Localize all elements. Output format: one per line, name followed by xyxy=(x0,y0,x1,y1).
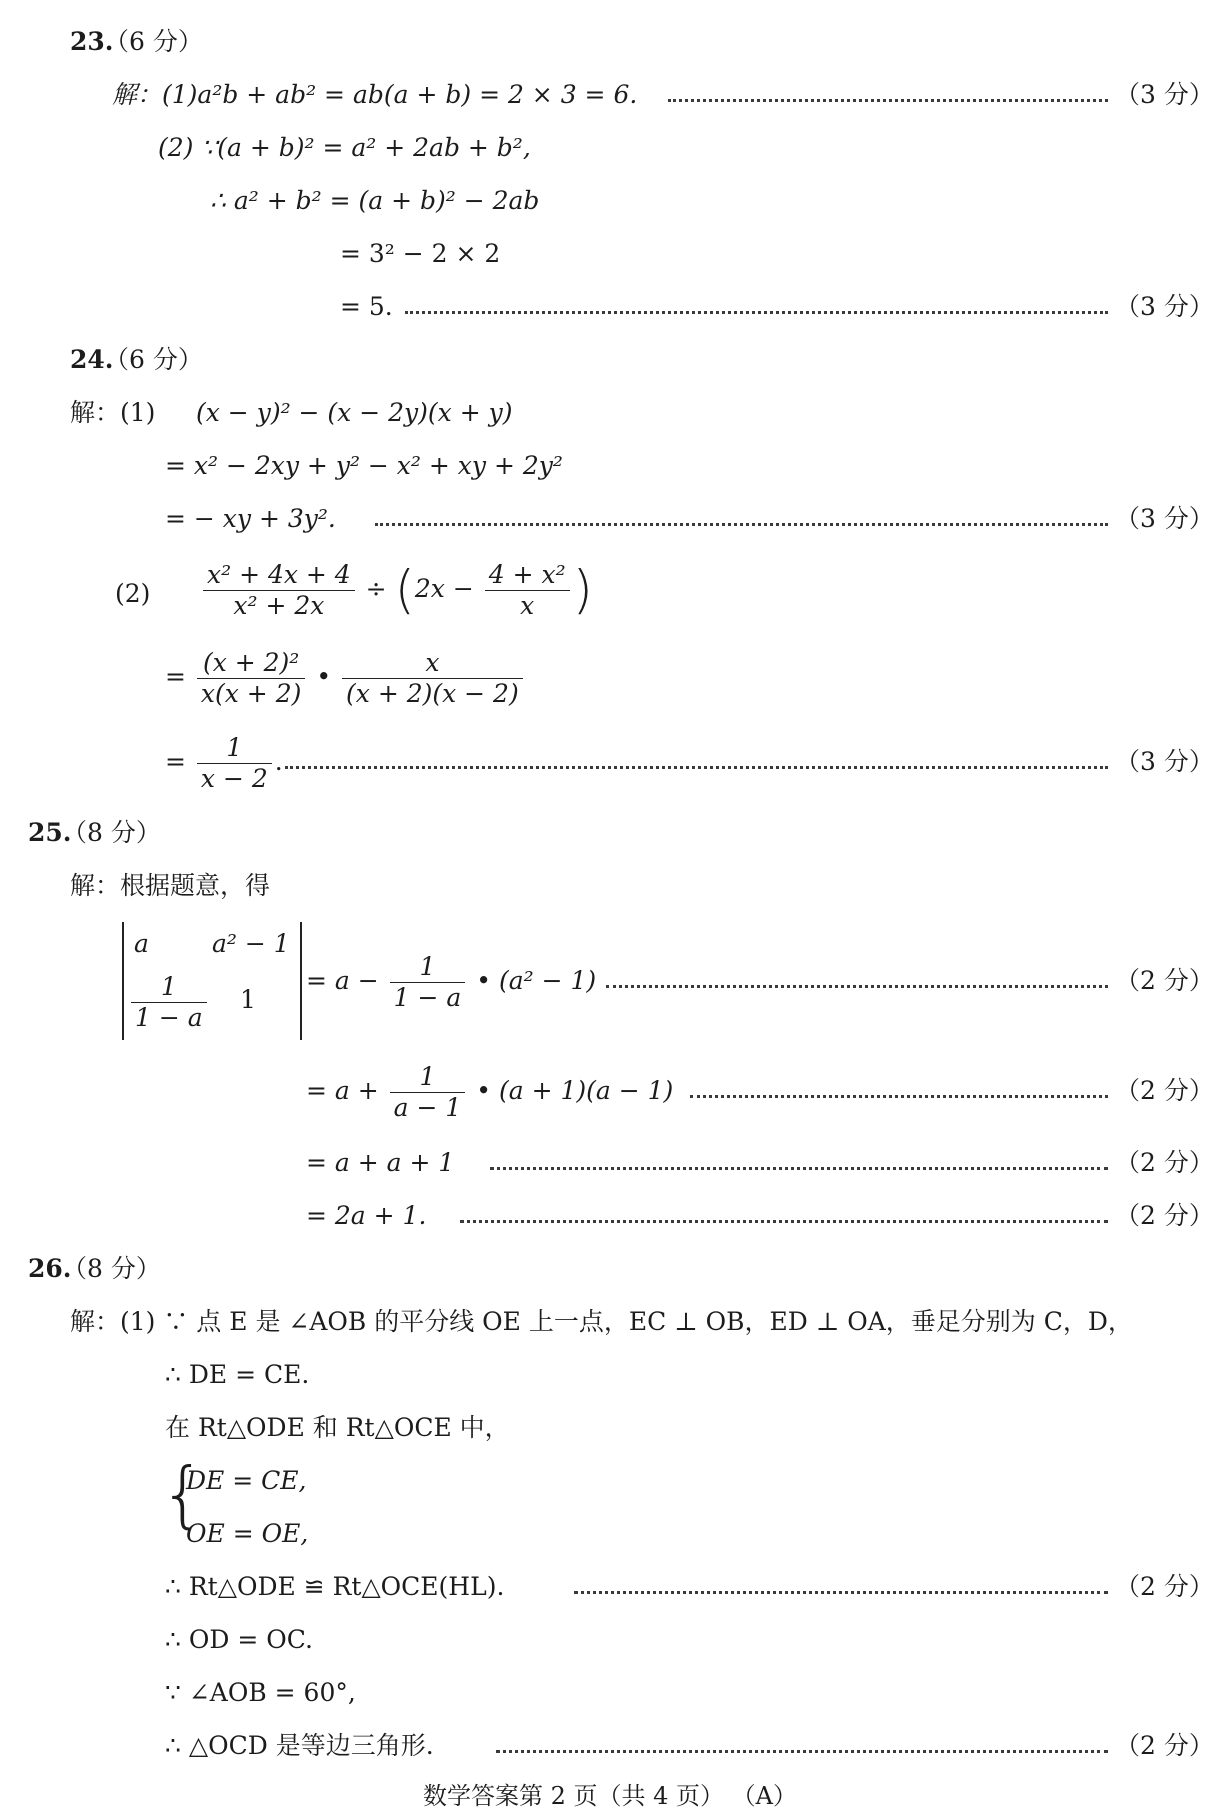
q25-step-3: = a + a + 1 （2 分） xyxy=(0,1143,1220,1183)
q24-header xyxy=(0,340,1220,380)
q24-step: = − xy + 3y². xyxy=(165,504,336,533)
q26-step: 解：(1) ∵ 点 E 是 ∠AOB 的平分线 OE 上一点，EC ⊥ OB，ED ⊥ OA，垂足分别为 C，D， xyxy=(70,1307,1133,1336)
q23-step: = 5. xyxy=(340,292,393,321)
q24-number: 24. xyxy=(70,345,114,374)
page-footer xyxy=(0,1776,1220,1816)
q24-points-2: （3 分） xyxy=(1115,747,1214,776)
q23-step: (2) ∵(a + b)² = a² + 2ab + b², xyxy=(158,133,531,162)
q24-part2-step-1: = $\frac{\text{(x + 2)²}}{x(x + 2)}$ • $\frac{x}{(x + 2)(x - 2)}$ xyxy=(165,648,526,709)
q25-step-1: = a − $\frac{1}{1 - a}$ • (a² − 1) xyxy=(306,952,597,1012)
q25-header xyxy=(0,813,1220,853)
q23-header xyxy=(0,22,1220,62)
fraction: $\frac{1}{x - 2}$ xyxy=(197,733,272,794)
q25-intro xyxy=(0,866,1220,906)
q25-points-row-2 xyxy=(0,1071,1220,1111)
score-leader-dots xyxy=(690,1095,1108,1098)
q23-line-2 xyxy=(0,128,1220,168)
fraction: $\frac{\text{(x + 2)²}}{x(x + 2)}$ xyxy=(197,648,305,709)
q25-intro-text: 解：根据题意，得 xyxy=(70,871,271,900)
left-brace-icon: { xyxy=(160,1452,206,1536)
footer-text: 数学答案第 2 页（共 4 页） （A） xyxy=(422,1782,797,1810)
q25-points-4: （2 分） xyxy=(1115,1201,1214,1230)
det-d: 1 xyxy=(240,985,256,1014)
q23-points-2: （3 分） xyxy=(1115,292,1214,321)
q25-step-4: = 2a + 1. （2 分） xyxy=(0,1196,1220,1236)
q24-points-row xyxy=(0,742,1220,782)
q26-line-6 xyxy=(0,1673,1220,1713)
q26-header xyxy=(0,1249,1220,1289)
q26-step: ∴ Rt△ODE ≌ Rt△OCE(HL). xyxy=(165,1572,505,1601)
q26-step: ∴ DE = CE. xyxy=(165,1360,310,1389)
right-paren: ) xyxy=(572,560,593,621)
score-leader-dots xyxy=(668,99,1108,102)
q26-score: （8 分） xyxy=(62,1254,161,1283)
q24-points-1: （3 分） xyxy=(1115,504,1214,533)
q23-line-1 xyxy=(0,75,1220,115)
q24-part2-label: (2) xyxy=(115,579,151,608)
q26-line-3 xyxy=(0,1408,1220,1448)
score-leader-dots xyxy=(574,1591,1108,1594)
q23-step: = 3² − 2 × 2 xyxy=(340,239,501,268)
q24-part1-label: 解：(1) xyxy=(70,398,156,427)
score-leader-dots xyxy=(496,1750,1108,1753)
q24-part2-expression: $\frac{\text{x² + 4x + 4}}{\text{x² + 2x}}$ ÷ (2x − $\frac{\text{4 + x²}}{x}$ ) xyxy=(200,560,593,621)
q25-points-2: （2 分） xyxy=(1115,1076,1214,1105)
q24-part1-expression: (x − y)² − (x − 2y)(x + y) xyxy=(196,398,513,427)
q26-step: ∴ △OCD 是等边三角形. xyxy=(165,1731,434,1760)
q26-step: ∴ OD = OC. xyxy=(165,1625,313,1654)
q26-system-line-2: OE = OE, xyxy=(186,1519,309,1548)
q25-points-3: （2 分） xyxy=(1115,1148,1214,1177)
q26-number: 26. xyxy=(28,1254,72,1283)
score-leader-dots xyxy=(460,1220,1108,1223)
q24-line-1 xyxy=(0,393,1220,433)
fraction: $\frac{1}{1 - a}$ xyxy=(131,972,207,1033)
q26-line-2 xyxy=(0,1355,1220,1395)
q24-line-2 xyxy=(0,446,1220,486)
q25-points-1: （2 分） xyxy=(1115,966,1214,995)
q24-line-3 xyxy=(0,499,1220,539)
q26-step: 在 Rt△ODE 和 Rt△OCE 中， xyxy=(165,1413,510,1442)
q26-line-7 xyxy=(0,1726,1220,1766)
q25-number: 25. xyxy=(28,818,72,847)
q26-system-line-1: DE = CE, xyxy=(186,1466,307,1495)
q23-step: ∴ a² + b² = (a + b)² − 2ab xyxy=(210,186,540,215)
fraction: $\frac{1}{1 - a}$ xyxy=(390,952,466,1013)
q24-score: （6 分） xyxy=(104,345,203,374)
q23-score: （6 分） xyxy=(104,27,203,56)
score-leader-dots xyxy=(375,523,1108,526)
q24-part2-step-2: = $\frac{1}{x - 2}$ . xyxy=(165,733,283,793)
score-leader-dots xyxy=(606,985,1108,988)
q23-line-3 xyxy=(0,181,1220,221)
left-paren: ( xyxy=(394,560,415,621)
q25-points-row-1 xyxy=(0,961,1220,1001)
q26-points-2: （2 分） xyxy=(1115,1731,1214,1760)
fraction: $\frac{x}{(x + 2)(x - 2)}$ xyxy=(342,648,523,709)
q23-line-5 xyxy=(0,287,1220,327)
q26-step: ∵ ∠AOB = 60°, xyxy=(165,1678,356,1707)
q26-line-4 xyxy=(0,1567,1220,1607)
q26-line-5 xyxy=(0,1620,1220,1660)
q24-step: = x² − 2xy + y² − x² + xy + 2y² xyxy=(165,451,563,480)
q23-number: 23. xyxy=(70,27,114,56)
fraction: $\frac{\text{x² + 4x + 4}}{\text{x² + 2x}}$ xyxy=(203,560,355,621)
fraction: $\frac{\text{4 + x²}}{x}$ xyxy=(485,560,570,621)
q23-step: 解：(1)a²b + ab² = ab(a + b) = 2 × 3 = 6. xyxy=(112,80,638,109)
fraction: $\frac{1}{a - 1}$ xyxy=(390,1062,466,1123)
q25-score: （8 分） xyxy=(62,818,161,847)
score-leader-dots xyxy=(285,766,1108,769)
det-a: a xyxy=(134,929,149,958)
score-leader-dots xyxy=(405,311,1108,314)
q26-line-1 xyxy=(0,1302,1220,1342)
score-leader-dots xyxy=(490,1167,1108,1170)
q26-points-1: （2 分） xyxy=(1115,1572,1214,1601)
q23-points-1: （3 分） xyxy=(1115,80,1214,109)
q23-line-4 xyxy=(0,234,1220,274)
det-b: a² − 1 xyxy=(212,929,290,958)
q25-step-2: = a + $\frac{1}{a - 1}$ • (a + 1)(a − 1) xyxy=(306,1062,674,1122)
